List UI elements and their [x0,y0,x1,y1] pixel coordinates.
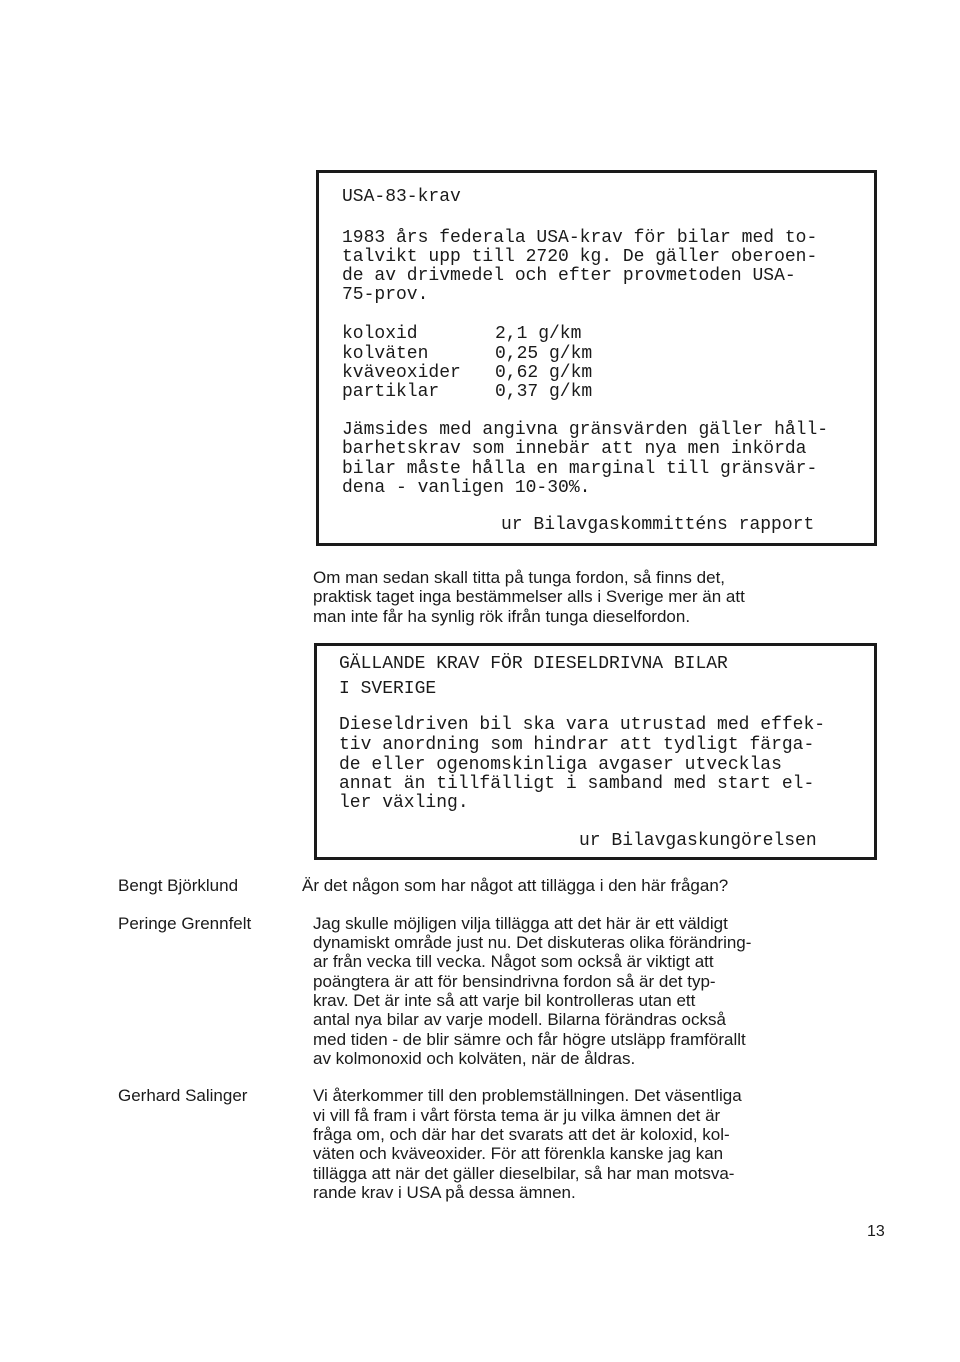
speech-line: rande krav i USA på dessa ämnen. [313,1183,576,1202]
limit-value: 0,62 g/km [495,363,593,383]
speech-line: fråga om, och där har det svarats att det är koloxid, kol- [313,1125,730,1144]
limit-substance: partiklar [342,382,440,402]
box-heading: I SVERIGE [339,679,437,699]
speech-line: dynamiskt område just nu. Det diskuteras olika förändring- [313,933,752,952]
paragraph-line: man inte får ha synlig rök ifrån tunga dieselfordon. [313,607,691,626]
speech-line: Jag skulle möjligen vilja tillägga att det här är ett väldigt [313,914,728,933]
usa-83-krav-box [316,170,877,546]
body-line: tiv anordning som hindrar att tydligt färga- [339,735,815,755]
speech-line: Vi återkommer till den problemställningen. Det väsentliga [313,1086,742,1105]
intro-line: de av drivmedel och efter provmetoden USA- [342,266,796,286]
speaker-name: Bengt Björklund [118,876,239,895]
paragraph-line: Om man sedan skall titta på tunga fordon, så finns det, [313,568,726,587]
note-line: barhetskrav som innebär att nya men inkörda [342,439,807,459]
intro-line: 75-prov. [342,285,429,305]
speech-line: ar från vecka till vecka. Något som också är viktigt att [313,952,714,971]
speech-line: poängtera är att för bensindrivna fordon så är det typ- [313,972,716,991]
note-line: bilar måste hålla en marginal till gränsvär- [342,459,818,479]
speech-line: av kolmonoxid och kolväten, när de åldras. [313,1049,636,1068]
limit-value: 2,1 g/km [495,324,582,344]
intro-line: talvikt upp till 2720 kg. De gäller oberoen- [342,247,818,267]
limit-substance: kväveoxider [342,363,461,383]
speech-line: antal nya bilar av varje modell. Bilarna förändras också [313,1010,726,1029]
limit-substance: koloxid [342,324,418,344]
speech-line: Är det någon som har något att tillägga i den här frågan? [302,876,729,895]
source-citation: ur Bilavgaskommitténs rapport [501,515,815,535]
speaker-name: Peringe Grennfelt [118,914,252,933]
limit-substance: kolväten [342,344,429,364]
source-citation: ur Bilavgaskungörelsen [579,831,817,851]
page-number: 13 [867,1223,885,1240]
limit-value: 0,25 g/km [495,344,593,364]
speech-line: med tiden - de blir sämre och får högre utsläpp framförallt [313,1030,746,1049]
speech-line: krav. Det är inte så att varje bil kontrolleras utan ett [313,991,696,1010]
body-line: Dieseldriven bil ska vara utrustad med effek- [339,715,826,735]
body-line: annat än tillfälligt i samband med start el- [339,774,815,794]
paragraph-line: praktisk taget inga bestämmelser alls i Sverige mer än att [313,587,745,606]
speech-line: tillägga att när det gäller dieselbilar, så har man motsva- [313,1164,735,1183]
note-line: Jämsides med angivna gränsvärden gäller håll- [342,420,829,440]
limit-value: 0,37 g/km [495,382,593,402]
body-line: ler växling. [339,793,469,813]
body-line: de eller ogenomskinliga avgaser utvecklas [339,755,782,775]
box-heading: USA-83-krav [342,187,461,207]
speech-line: vi vill få fram i vårt första tema är ju vilka ämnen det är [313,1106,721,1125]
speech-line: väten och kväveoxider. För att förenkla kanske jag kan [313,1144,724,1163]
box-heading: GÄLLANDE KRAV FÖR DIESELDRIVNA BILAR [339,654,728,674]
diesel-krav-box [314,643,877,860]
note-line: dena - vanligen 10-30%. [342,478,591,498]
intro-line: 1983 års federala USA-krav för bilar med to- [342,228,818,248]
speaker-name: Gerhard Salinger [118,1086,248,1105]
